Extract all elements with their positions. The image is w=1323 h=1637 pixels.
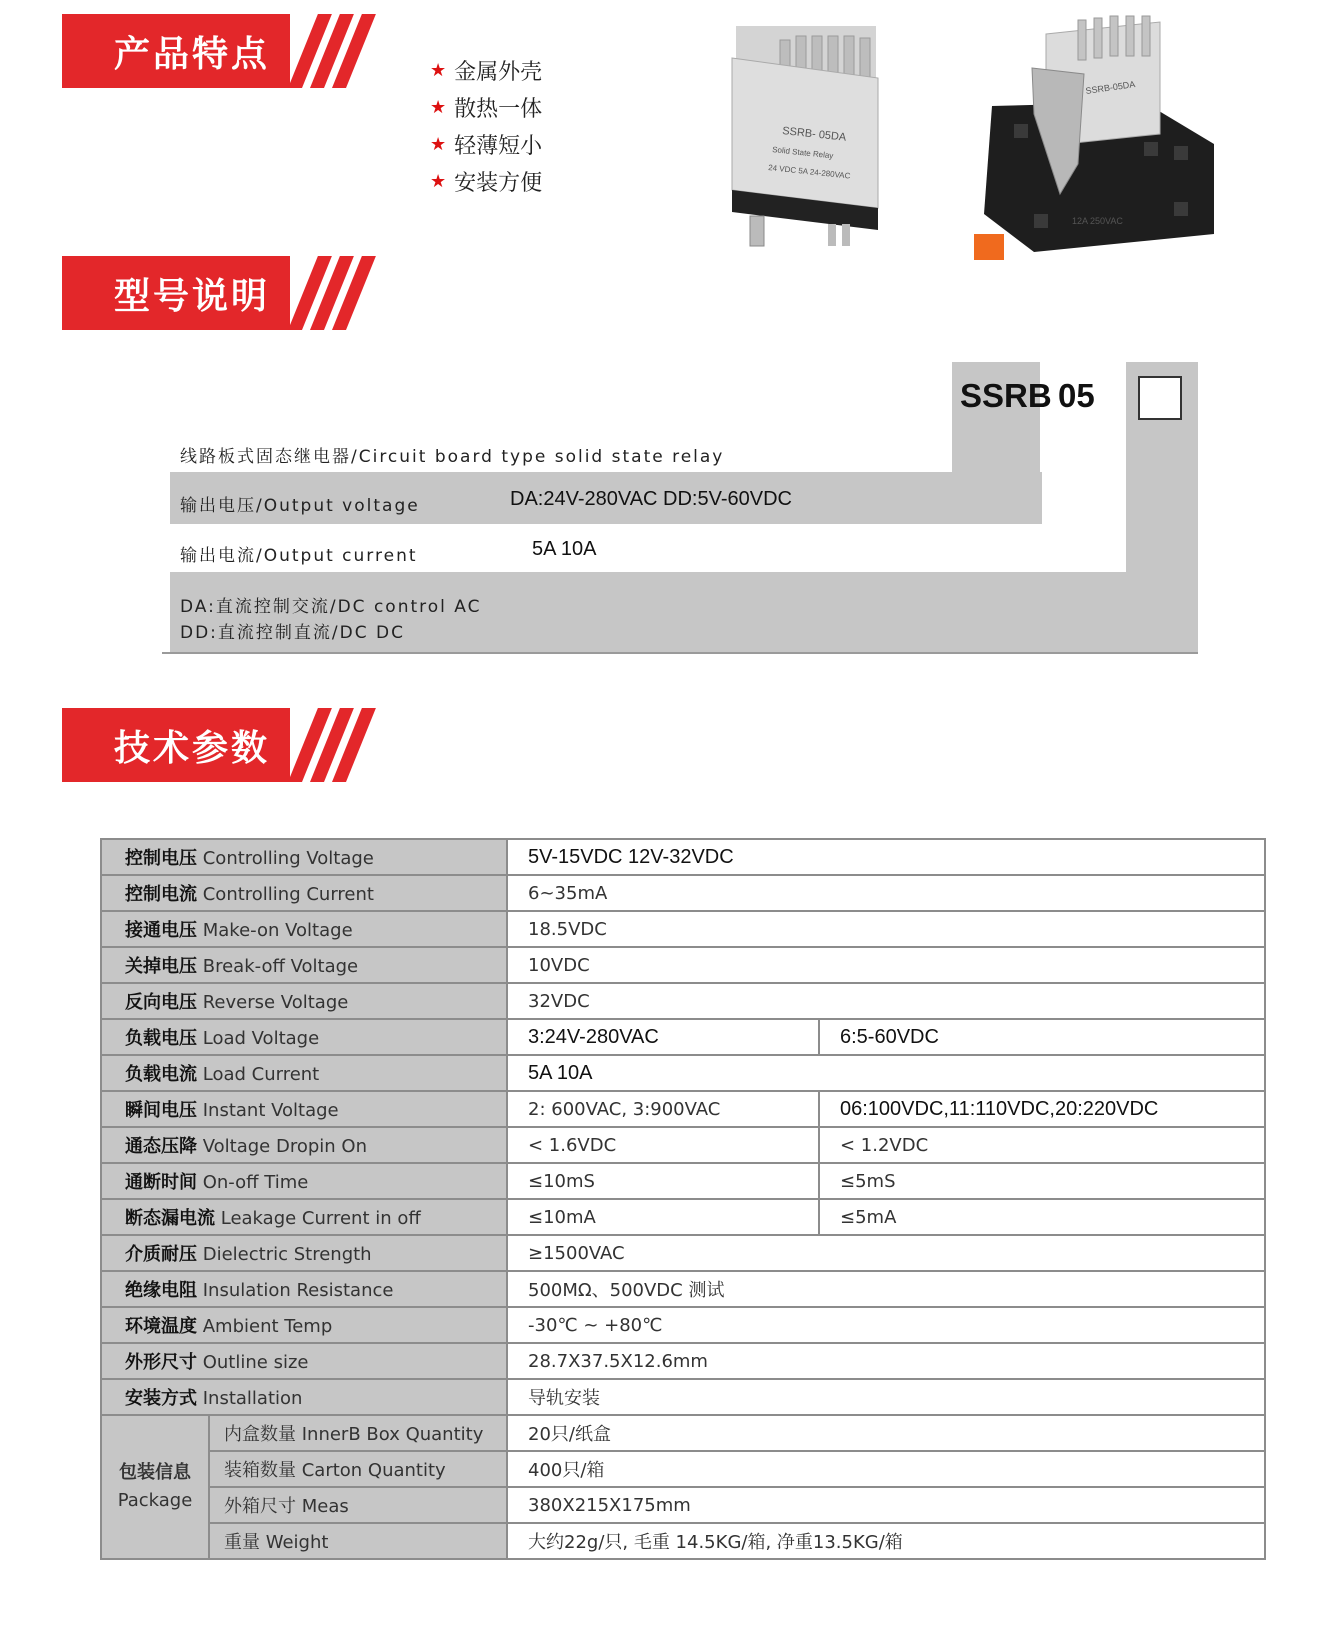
feature-item: ★ 散热一体 <box>430 97 543 122</box>
package-label: 装箱数量 Carton Quantity <box>209 1451 507 1487</box>
spec-value: 500MΩ、500VDC 测试 <box>507 1271 1265 1307</box>
table-row <box>101 1091 1265 1127</box>
table-row <box>101 1379 1265 1415</box>
spec-value-2: < 1.2VDC <box>819 1127 1265 1163</box>
table-row <box>101 839 1265 875</box>
table-row <box>101 875 1265 911</box>
section-banner-features <box>62 14 352 88</box>
relay-label-rating: 24 VDC 5A 24-280VAC <box>767 163 851 181</box>
feature-item: ★ 金属外壳 <box>430 60 543 85</box>
spec-value: 18.5VDC <box>507 911 1265 947</box>
socket-label: 12A 250VAC <box>1072 216 1123 226</box>
section-title: 技术参数 <box>114 728 271 769</box>
package-label: 内盒数量 InnerB Box Quantity <box>209 1415 507 1451</box>
model-row-value: 5A 10A <box>532 538 597 560</box>
table-row <box>101 1055 1265 1091</box>
table-row <box>101 1127 1265 1163</box>
table-row <box>101 1163 1265 1199</box>
spec-value: 导轨安装 <box>507 1379 1265 1415</box>
spec-value: 5V-15VDC 12V-32VDC <box>507 839 1265 875</box>
model-row-label: 线路板式固态继电器/Circuit board type solid state relay <box>180 447 725 467</box>
spec-label: 接通电压 Make-on Voltage <box>101 911 507 947</box>
spec-label: 绝缘电阻 Insulation Resistance <box>101 1271 507 1307</box>
table-row <box>101 947 1265 983</box>
spec-value-2: 6:5-60VDC <box>819 1019 1265 1055</box>
package-header: 包装信息 Package <box>101 1415 209 1559</box>
feature-list <box>430 52 542 200</box>
spec-value-2: ≤5mA <box>819 1199 1265 1235</box>
model-row-value: DA:24V-280VAC DD:5V-60VDC <box>510 488 792 510</box>
table-row <box>101 1487 1265 1523</box>
spec-value: ≤10mA <box>507 1199 819 1235</box>
table-row <box>101 1415 1265 1451</box>
model-code-voltage: 05 <box>1058 377 1095 414</box>
package-value: 400只/箱 <box>507 1451 1265 1487</box>
spec-table <box>100 838 1266 1560</box>
spec-value: 3:24V-280VAC <box>507 1019 819 1055</box>
spec-label: 通态压降 Voltage Dropin On <box>101 1127 507 1163</box>
spec-label: 介质耐压 Dielectric Strength <box>101 1235 507 1271</box>
relay-label-model: SSRB- 05DA <box>781 125 847 144</box>
spec-value: 5A 10A <box>507 1055 1265 1091</box>
spec-value: 32VDC <box>507 983 1265 1019</box>
table-row <box>101 1307 1265 1343</box>
table-row <box>101 1343 1265 1379</box>
package-value: 20只/纸盒 <box>507 1415 1265 1451</box>
relay-label-type: Solid State Relay <box>771 145 834 161</box>
spec-label: 反向电压 Reverse Voltage <box>101 983 507 1019</box>
relay-socket-image <box>974 14 1230 270</box>
package-value: 大约22g/只, 毛重 14.5KG/箱, 净重13.5KG/箱 <box>507 1523 1265 1559</box>
spec-label: 控制电压 Controlling Voltage <box>101 839 507 875</box>
spec-label: 安装方式 Installation <box>101 1379 507 1415</box>
spec-value-2: 06:100VDC,11:110VDC,20:220VDC <box>819 1091 1265 1127</box>
package-label: 外箱尺寸 Meas <box>209 1487 507 1523</box>
section-title: 型号说明 <box>114 276 271 317</box>
package-value: 380X215X175mm <box>507 1487 1265 1523</box>
star-icon: ★ <box>430 97 447 118</box>
relay-product-image <box>728 18 888 258</box>
star-icon: ★ <box>430 60 447 81</box>
spec-label: 外形尺寸 Outline size <box>101 1343 507 1379</box>
table-row <box>101 1019 1265 1055</box>
table-row <box>101 1235 1265 1271</box>
star-icon: ★ <box>430 134 447 155</box>
spec-label: 断态漏电流 Leakage Current in off <box>101 1199 507 1235</box>
model-row-label: DD:直流控制直流/DC DC <box>180 623 405 643</box>
package-label: 重量 Weight <box>209 1523 507 1559</box>
spec-value: -30℃ ~ +80℃ <box>507 1307 1265 1343</box>
spec-label: 环境温度 Ambient Temp <box>101 1307 507 1343</box>
table-row <box>101 911 1265 947</box>
section-banner-spec <box>62 708 352 782</box>
spec-label: 负载电流 Load Current <box>101 1055 507 1091</box>
spec-value: < 1.6VDC <box>507 1127 819 1163</box>
section-banner-model <box>62 256 352 330</box>
table-row <box>101 983 1265 1019</box>
model-row-label: DA:直流控制交流/DC control AC <box>180 597 482 617</box>
svg-text:SSRB-05DA: SSRB-05DA <box>1084 79 1136 96</box>
table-row <box>101 1451 1265 1487</box>
spec-label: 关掉电压 Break-off Voltage <box>101 947 507 983</box>
table-row <box>101 1199 1265 1235</box>
spec-value: ≥1500VAC <box>507 1235 1265 1271</box>
feature-item: ★ 安装方便 <box>430 171 543 196</box>
model-row-label: 输出电压/Output voltage <box>180 496 420 516</box>
spec-value: 28.7X37.5X12.6mm <box>507 1343 1265 1379</box>
spec-value: ≤10mS <box>507 1163 819 1199</box>
feature-item: ★ 轻薄短小 <box>430 134 543 159</box>
table-row <box>101 1271 1265 1307</box>
spec-value: 6~35mA <box>507 875 1265 911</box>
spec-value: 10VDC <box>507 947 1265 983</box>
model-row-label: 输出电流/Output current <box>180 546 418 566</box>
star-icon: ★ <box>430 171 447 192</box>
spec-label: 负载电压 Load Voltage <box>101 1019 507 1055</box>
model-code-placeholder-box <box>1138 376 1182 420</box>
model-code-prefix: SSRB <box>960 377 1052 414</box>
spec-value-2: ≤5mS <box>819 1163 1265 1199</box>
spec-value: 2: 600VAC, 3:900VAC <box>507 1091 819 1127</box>
section-title: 产品特点 <box>114 34 271 75</box>
spec-label: 控制电流 Controlling Current <box>101 875 507 911</box>
spec-label: 瞬间电压 Instant Voltage <box>101 1091 507 1127</box>
table-row <box>101 1523 1265 1559</box>
spec-label: 通断时间 On-off Time <box>101 1163 507 1199</box>
